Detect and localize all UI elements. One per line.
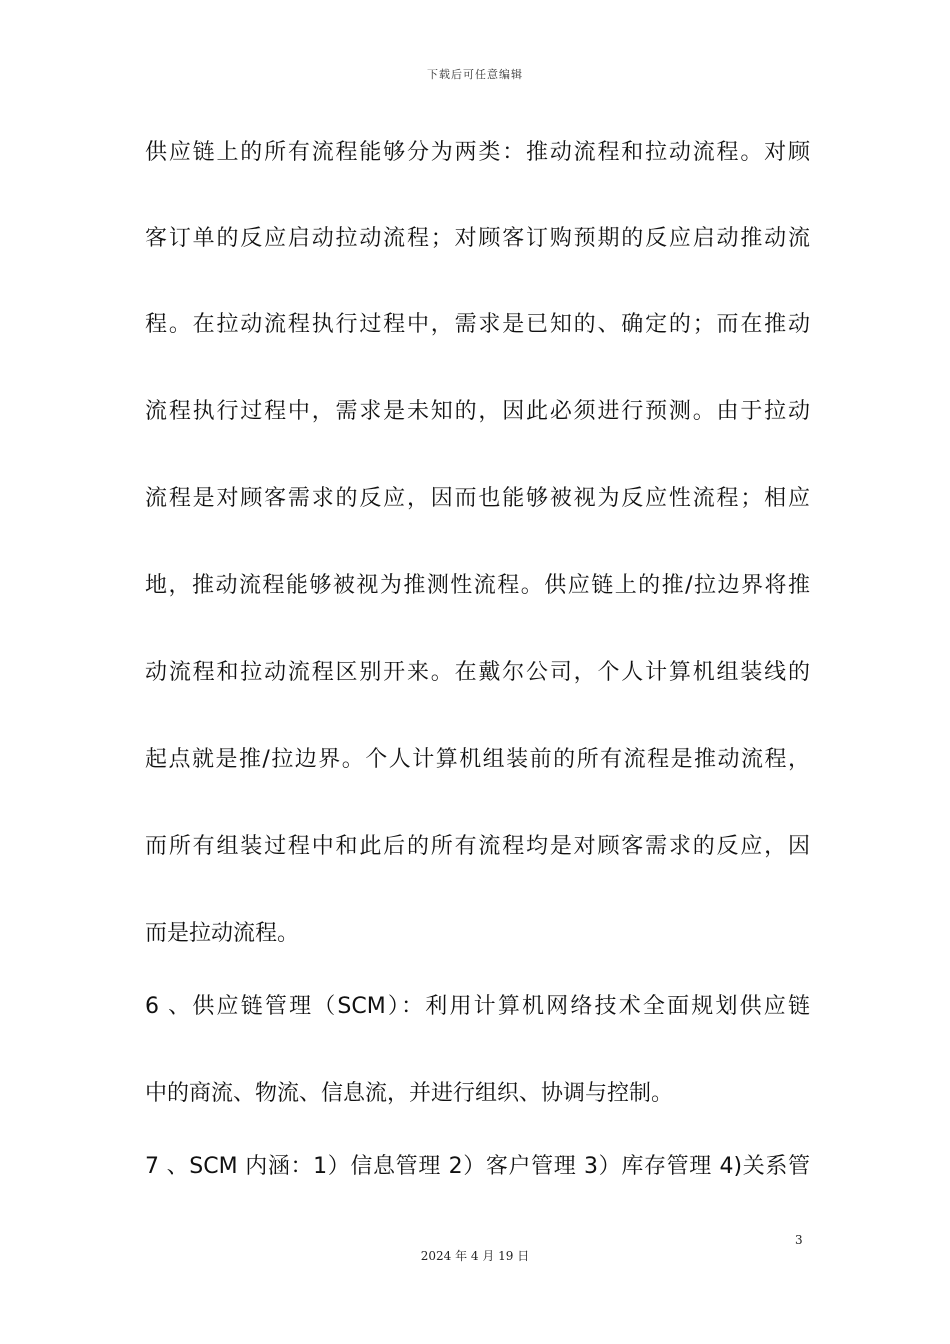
body-line-12: 中的商流、物流、信息流，并进行组织、协调与控制。 [145,1081,674,1106]
page-header: 下载后可任意编辑 [427,68,523,81]
body-line-11: 6 、供应链管理（SCM）：利用计算机网络技术全面规划供应链 [145,994,810,1019]
body-line-9: 而所有组装过程中和此后的所有流程均是对顾客需求的反应，因 [145,834,810,859]
body-line-10: 而是拉动流程。 [145,921,300,946]
page-number: 3 [795,1233,803,1247]
body-line-13: 7 、SCM 内涵：1）信息管理 2）客户管理 3）库存管理 4)关系管 [145,1154,810,1179]
body-line-4: 流程执行过程中，需求是未知的，因此必须进行预测。由于拉动 [145,399,810,424]
body-line-1: 供应链上的所有流程能够分为两类：推动流程和拉动流程。对顾 [145,140,810,165]
body-line-2: 客订单的反应启动拉动流程；对顾客订购预期的反应启动推动流 [145,226,810,251]
body-line-7: 动流程和拉动流程区别开来。在戴尔公司，个人计算机组装线的 [145,660,810,685]
body-line-5: 流程是对顾客需求的反应，因而也能够被视为反应性流程；相应 [145,486,810,511]
body-line-3: 程。在拉动流程执行过程中，需求是已知的、确定的；而在推动 [145,312,810,337]
footer-date: 2024 年 4 月 19 日 [420,1249,530,1263]
body-line-6: 地，推动流程能够被视为推测性流程。供应链上的推/拉边界将推 [145,573,810,598]
body-line-8: 起点就是推/拉边界。个人计算机组装前的所有流程是推动流程， [145,747,810,772]
